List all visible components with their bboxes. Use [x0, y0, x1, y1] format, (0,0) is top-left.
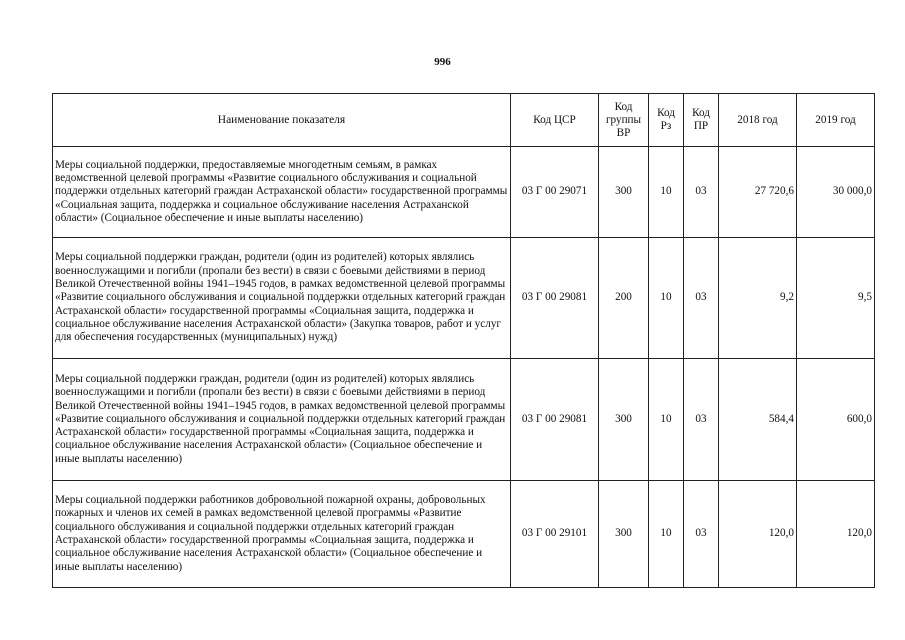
cell-indicator-name: Меры социальной поддержки работников добровольной пожарной охраны, добровольных пожарных и членов их семей в рамках ведомственной целевой программы «Развитие социального обслуживания и социальной поддержки отдельных категорий граждан Астраханской области» государственной программы «Социальная защита, поддержка и социальное обслуживание населения Астраханской области» (Социальное обеспечение и иные выплаты населению)	[53, 481, 511, 588]
cell-rz-code: 10	[649, 147, 684, 238]
header-row	[53, 94, 875, 147]
cell-csr-code: 03 Г 00 29081	[511, 238, 599, 359]
cell-pr-code: 03	[684, 147, 719, 238]
cell-vr-code: 300	[599, 147, 649, 238]
cell-vr-code: 200	[599, 238, 649, 359]
cell-pr-code: 03	[684, 238, 719, 359]
cell-amount-2018: 584,4	[719, 359, 797, 481]
header-year-2019: 2019 год	[797, 94, 875, 147]
cell-csr-code: 03 Г 00 29101	[511, 481, 599, 588]
cell-indicator-name: Меры социальной поддержки граждан, родители (один из родителей) которых являлись военнослужащими и погибли (пропали без вести) в связи с боевыми действиями в период Великой Отечественной войны 1941–1945 годов, в рамках ведомственной целевой программы «Развитие социального обслуживания и социальной поддержки отдельных категорий граждан Астраханской области» государственной программы «Социальная защита, поддержка и социальное обслуживание населения Астраханской области» (Социальное обеспечение и иные выплаты населению)	[53, 359, 511, 481]
header-pr-code: Код ПР	[684, 94, 719, 147]
header-indicator-name: Наименование показателя	[53, 94, 511, 147]
cell-amount-2019: 120,0	[797, 481, 875, 588]
cell-rz-code: 10	[649, 481, 684, 588]
cell-pr-code: 03	[684, 359, 719, 481]
page-number: 996	[434, 56, 451, 68]
cell-indicator-name: Меры социальной поддержки граждан, родители (один из родителей) которых являлись военнослужащими и погибли (пропали без вести) в связи с боевыми действиями в период Великой Отечественной войны 1941–1945 годов, в рамках ведомственной целевой программы «Развитие социального обслуживания и социальной поддержки отдельных категорий граждан Астраханской области» государственной программы «Социальная защита, поддержка и социальное обслуживание населения Астраханской области» (Закупка товаров, работ и услуг для обеспечения государственных (муниципальных) нужд)	[53, 238, 511, 359]
table-row	[53, 238, 875, 359]
cell-amount-2018: 120,0	[719, 481, 797, 588]
cell-amount-2018: 27 720,6	[719, 147, 797, 238]
header-vr-code: Код группы ВР	[599, 94, 649, 147]
cell-vr-code: 300	[599, 359, 649, 481]
table-body	[53, 147, 875, 588]
cell-csr-code: 03 Г 00 29071	[511, 147, 599, 238]
header-rz-code: Код Рз	[649, 94, 684, 147]
cell-vr-code: 300	[599, 481, 649, 588]
table-row	[53, 359, 875, 481]
cell-amount-2019: 30 000,0	[797, 147, 875, 238]
cell-pr-code: 03	[684, 481, 719, 588]
table-header	[53, 94, 875, 147]
cell-csr-code: 03 Г 00 29081	[511, 359, 599, 481]
header-year-2018: 2018 год	[719, 94, 797, 147]
cell-indicator-name: Меры социальной поддержки, предоставляемые многодетным семьям, в рамках ведомственной целевой программы «Развитие социального обслуживания и социальной поддержки отдельных категорий граждан Астраханской области» государственной программы «Социальная защита, поддержка и социальное обслуживание населения Астраханской области» (Социальное обеспечение и иные выплаты населению)	[53, 147, 511, 238]
table-row	[53, 147, 875, 238]
cell-amount-2019: 600,0	[797, 359, 875, 481]
budget-table	[52, 93, 875, 588]
table-row	[53, 481, 875, 588]
cell-rz-code: 10	[649, 359, 684, 481]
header-csr-code: Код ЦСР	[511, 94, 599, 147]
cell-amount-2019: 9,5	[797, 238, 875, 359]
cell-rz-code: 10	[649, 238, 684, 359]
cell-amount-2018: 9,2	[719, 238, 797, 359]
